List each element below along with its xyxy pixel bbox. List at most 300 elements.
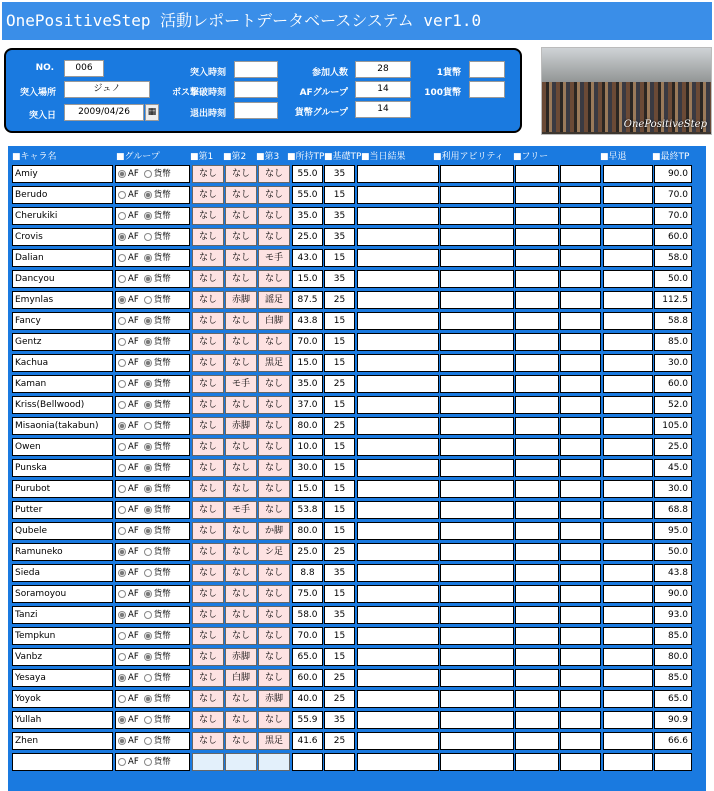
early-leave-field[interactable] xyxy=(603,543,653,561)
free-field-2[interactable] xyxy=(560,396,601,414)
early-leave-field[interactable] xyxy=(603,711,653,729)
af-radio[interactable] xyxy=(118,401,126,409)
used-ability-field[interactable] xyxy=(440,564,514,582)
place-field[interactable]: ジュノ xyxy=(64,81,150,98)
early-leave-field[interactable] xyxy=(603,648,653,666)
early-leave-field[interactable] xyxy=(603,753,653,771)
held-tp-field[interactable]: 70.0 xyxy=(292,627,323,645)
final-tp-field[interactable]: 68.8 xyxy=(654,501,692,519)
result-field[interactable] xyxy=(357,690,439,708)
result-field[interactable] xyxy=(357,396,439,414)
ability1-select[interactable]: なし xyxy=(192,459,224,477)
free-field-1[interactable] xyxy=(515,501,559,519)
ability3-select[interactable]: なし xyxy=(258,186,290,204)
free-field-1[interactable] xyxy=(515,186,559,204)
ability3-select[interactable]: なし xyxy=(258,459,290,477)
ability2-select[interactable]: なし xyxy=(225,627,257,645)
ability1-select[interactable]: なし xyxy=(192,501,224,519)
ability2-select[interactable]: なし xyxy=(225,207,257,225)
free-field-2[interactable] xyxy=(560,669,601,687)
ability2-select[interactable]: なし xyxy=(225,354,257,372)
free-field-1[interactable] xyxy=(515,585,559,603)
early-leave-field[interactable] xyxy=(603,627,653,645)
final-tp-field[interactable]: 58.0 xyxy=(654,249,692,267)
af-radio[interactable] xyxy=(118,317,126,325)
char-name-field[interactable]: Kaman xyxy=(12,375,113,393)
ability3-select[interactable]: なし xyxy=(258,207,290,225)
base-tp-field[interactable]: 15 xyxy=(324,312,355,330)
used-ability-field[interactable] xyxy=(440,396,514,414)
entry-time-field[interactable] xyxy=(234,61,278,78)
early-leave-field[interactable] xyxy=(603,312,653,330)
held-tp-field[interactable]: 8.8 xyxy=(292,564,323,582)
ability2-select[interactable]: なし xyxy=(225,564,257,582)
base-tp-field[interactable]: 25 xyxy=(324,543,355,561)
result-field[interactable] xyxy=(357,543,439,561)
final-tp-field[interactable]: 30.0 xyxy=(654,480,692,498)
early-leave-field[interactable] xyxy=(603,396,653,414)
ability2-select[interactable] xyxy=(225,753,257,771)
ability2-select[interactable]: なし xyxy=(225,585,257,603)
held-tp-field[interactable]: 43.0 xyxy=(292,249,323,267)
ability1-select[interactable]: なし xyxy=(192,312,224,330)
coin-radio[interactable] xyxy=(144,233,152,241)
used-ability-field[interactable] xyxy=(440,711,514,729)
ability1-select[interactable]: なし xyxy=(192,207,224,225)
result-field[interactable] xyxy=(357,522,439,540)
base-tp-field[interactable]: 35 xyxy=(324,606,355,624)
coin-radio[interactable] xyxy=(144,191,152,199)
af-radio[interactable] xyxy=(118,548,126,556)
ability2-select[interactable]: なし xyxy=(225,312,257,330)
coin-radio[interactable] xyxy=(144,338,152,346)
af-radio[interactable] xyxy=(118,275,126,283)
free-field-1[interactable] xyxy=(515,333,559,351)
held-tp-field[interactable]: 10.0 xyxy=(292,438,323,456)
coin-radio[interactable] xyxy=(144,737,152,745)
early-leave-field[interactable] xyxy=(603,732,653,750)
base-tp-field[interactable]: 15 xyxy=(324,354,355,372)
result-field[interactable] xyxy=(357,228,439,246)
char-name-field[interactable]: Purubot xyxy=(12,480,113,498)
ability2-select[interactable]: なし xyxy=(225,228,257,246)
result-field[interactable] xyxy=(357,711,439,729)
used-ability-field[interactable] xyxy=(440,480,514,498)
free-field-2[interactable] xyxy=(560,732,601,750)
ability3-select[interactable]: 謡足 xyxy=(258,291,290,309)
held-tp-field[interactable]: 65.0 xyxy=(292,648,323,666)
result-field[interactable] xyxy=(357,438,439,456)
ability1-select[interactable]: なし xyxy=(192,291,224,309)
base-tp-field[interactable]: 15 xyxy=(324,627,355,645)
held-tp-field[interactable]: 58.0 xyxy=(292,606,323,624)
free-field-1[interactable] xyxy=(515,375,559,393)
held-tp-field[interactable]: 15.0 xyxy=(292,354,323,372)
result-field[interactable] xyxy=(357,564,439,582)
ability1-select[interactable]: なし xyxy=(192,711,224,729)
used-ability-field[interactable] xyxy=(440,627,514,645)
af-radio[interactable] xyxy=(118,464,126,472)
char-name-field[interactable]: Tempkun xyxy=(12,627,113,645)
held-tp-field[interactable]: 87.5 xyxy=(292,291,323,309)
coin-radio[interactable] xyxy=(144,653,152,661)
ability2-select[interactable]: モ手 xyxy=(225,501,257,519)
af-radio[interactable] xyxy=(118,590,126,598)
ability2-select[interactable]: なし xyxy=(225,459,257,477)
char-name-field[interactable]: Ramuneko xyxy=(12,543,113,561)
used-ability-field[interactable] xyxy=(440,543,514,561)
ability2-select[interactable]: なし xyxy=(225,606,257,624)
free-field-1[interactable] xyxy=(515,669,559,687)
participants-field[interactable]: 28 xyxy=(355,61,411,78)
ability1-select[interactable]: なし xyxy=(192,606,224,624)
final-tp-field[interactable]: 70.0 xyxy=(654,186,692,204)
free-field-2[interactable] xyxy=(560,354,601,372)
coin-radio[interactable] xyxy=(144,485,152,493)
free-field-1[interactable] xyxy=(515,711,559,729)
held-tp-field[interactable]: 55.0 xyxy=(292,186,323,204)
free-field-2[interactable] xyxy=(560,753,601,771)
ability1-select[interactable]: なし xyxy=(192,354,224,372)
used-ability-field[interactable] xyxy=(440,669,514,687)
af-radio[interactable] xyxy=(118,380,126,388)
held-tp-field[interactable]: 15.0 xyxy=(292,480,323,498)
free-field-2[interactable] xyxy=(560,564,601,582)
coin-radio[interactable] xyxy=(144,674,152,682)
result-field[interactable] xyxy=(357,732,439,750)
coin-radio[interactable] xyxy=(144,632,152,640)
char-name-field[interactable]: Zhen xyxy=(12,732,113,750)
af-radio[interactable] xyxy=(118,737,126,745)
held-tp-field[interactable]: 75.0 xyxy=(292,585,323,603)
final-tp-field[interactable]: 105.0 xyxy=(654,417,692,435)
final-tp-field[interactable] xyxy=(654,753,692,771)
free-field-1[interactable] xyxy=(515,291,559,309)
char-name-field[interactable]: Punska xyxy=(12,459,113,477)
held-tp-field[interactable]: 35.0 xyxy=(292,375,323,393)
ability2-select[interactable]: なし xyxy=(225,711,257,729)
base-tp-field[interactable]: 35 xyxy=(324,228,355,246)
af-radio[interactable] xyxy=(118,443,126,451)
free-field-2[interactable] xyxy=(560,165,601,183)
af-radio[interactable] xyxy=(118,569,126,577)
coin-radio[interactable] xyxy=(144,443,152,451)
used-ability-field[interactable] xyxy=(440,606,514,624)
ability3-select[interactable] xyxy=(258,753,290,771)
ability2-select[interactable]: モ手 xyxy=(225,375,257,393)
early-leave-field[interactable] xyxy=(603,585,653,603)
base-tp-field[interactable]: 15 xyxy=(324,501,355,519)
coin-group-field[interactable]: 14 xyxy=(355,101,411,118)
free-field-2[interactable] xyxy=(560,375,601,393)
final-tp-field[interactable]: 85.0 xyxy=(654,627,692,645)
ability1-select[interactable]: なし xyxy=(192,543,224,561)
char-name-field[interactable]: Kriss(Bellwood) xyxy=(12,396,113,414)
ability2-select[interactable]: なし xyxy=(225,333,257,351)
used-ability-field[interactable] xyxy=(440,165,514,183)
free-field-1[interactable] xyxy=(515,396,559,414)
date-field[interactable]: 2009/04/26 xyxy=(64,104,144,121)
free-field-2[interactable] xyxy=(560,543,601,561)
free-field-1[interactable] xyxy=(515,753,559,771)
used-ability-field[interactable] xyxy=(440,732,514,750)
base-tp-field[interactable]: 15 xyxy=(324,648,355,666)
ability3-select[interactable]: なし xyxy=(258,480,290,498)
result-field[interactable] xyxy=(357,669,439,687)
held-tp-field[interactable]: 70.0 xyxy=(292,333,323,351)
calendar-icon[interactable]: ▦ xyxy=(145,104,159,121)
base-tp-field[interactable]: 25 xyxy=(324,291,355,309)
ability1-select[interactable] xyxy=(192,753,224,771)
used-ability-field[interactable] xyxy=(440,270,514,288)
used-ability-field[interactable] xyxy=(440,354,514,372)
free-field-2[interactable] xyxy=(560,417,601,435)
af-radio[interactable] xyxy=(118,191,126,199)
coin-radio[interactable] xyxy=(144,401,152,409)
base-tp-field[interactable]: 15 xyxy=(324,459,355,477)
early-leave-field[interactable] xyxy=(603,564,653,582)
early-leave-field[interactable] xyxy=(603,375,653,393)
base-tp-field[interactable]: 15 xyxy=(324,522,355,540)
held-tp-field[interactable] xyxy=(292,753,323,771)
final-tp-field[interactable]: 80.0 xyxy=(654,648,692,666)
free-field-2[interactable] xyxy=(560,627,601,645)
char-name-field[interactable]: Soramoyou xyxy=(12,585,113,603)
result-field[interactable] xyxy=(357,270,439,288)
coin-radio[interactable] xyxy=(144,548,152,556)
ability3-select[interactable]: なし xyxy=(258,501,290,519)
af-radio[interactable] xyxy=(118,716,126,724)
early-leave-field[interactable] xyxy=(603,186,653,204)
ability3-select[interactable]: なし xyxy=(258,711,290,729)
ability3-select[interactable]: 赤脚 xyxy=(258,690,290,708)
coin-radio[interactable] xyxy=(144,380,152,388)
ability3-select[interactable]: か脚 xyxy=(258,522,290,540)
ability1-select[interactable]: なし xyxy=(192,165,224,183)
char-name-field[interactable]: Kachua xyxy=(12,354,113,372)
free-field-2[interactable] xyxy=(560,186,601,204)
used-ability-field[interactable] xyxy=(440,501,514,519)
af-radio[interactable] xyxy=(118,506,126,514)
used-ability-field[interactable] xyxy=(440,249,514,267)
ability3-select[interactable]: なし xyxy=(258,417,290,435)
base-tp-field[interactable]: 35 xyxy=(324,207,355,225)
held-tp-field[interactable]: 80.0 xyxy=(292,417,323,435)
used-ability-field[interactable] xyxy=(440,438,514,456)
used-ability-field[interactable] xyxy=(440,207,514,225)
no-field[interactable]: 006 xyxy=(64,60,104,77)
free-field-1[interactable] xyxy=(515,690,559,708)
exit-time-field[interactable] xyxy=(234,102,278,119)
ability2-select[interactable]: なし xyxy=(225,543,257,561)
result-field[interactable] xyxy=(357,249,439,267)
base-tp-field[interactable]: 35 xyxy=(324,270,355,288)
free-field-2[interactable] xyxy=(560,312,601,330)
free-field-1[interactable] xyxy=(515,732,559,750)
ability2-select[interactable]: なし xyxy=(225,165,257,183)
char-name-field[interactable]: Dancyou xyxy=(12,270,113,288)
ability2-select[interactable]: 赤脚 xyxy=(225,648,257,666)
final-tp-field[interactable]: 45.0 xyxy=(654,459,692,477)
used-ability-field[interactable] xyxy=(440,417,514,435)
af-radio[interactable] xyxy=(118,758,126,766)
held-tp-field[interactable]: 40.0 xyxy=(292,690,323,708)
final-tp-field[interactable]: 43.8 xyxy=(654,564,692,582)
ability2-select[interactable]: なし xyxy=(225,396,257,414)
result-field[interactable] xyxy=(357,606,439,624)
early-leave-field[interactable] xyxy=(603,438,653,456)
af-group-field[interactable]: 14 xyxy=(355,81,411,98)
early-leave-field[interactable] xyxy=(603,333,653,351)
used-ability-field[interactable] xyxy=(440,333,514,351)
held-tp-field[interactable]: 41.6 xyxy=(292,732,323,750)
ability2-select[interactable]: なし xyxy=(225,270,257,288)
coin-radio[interactable] xyxy=(144,359,152,367)
ability2-select[interactable]: なし xyxy=(225,186,257,204)
free-field-1[interactable] xyxy=(515,564,559,582)
base-tp-field[interactable]: 15 xyxy=(324,438,355,456)
char-name-field[interactable] xyxy=(12,753,113,771)
free-field-2[interactable] xyxy=(560,333,601,351)
base-tp-field[interactable]: 25 xyxy=(324,690,355,708)
ability2-select[interactable]: 赤脚 xyxy=(225,291,257,309)
final-tp-field[interactable]: 66.6 xyxy=(654,732,692,750)
free-field-2[interactable] xyxy=(560,648,601,666)
af-radio[interactable] xyxy=(118,296,126,304)
af-radio[interactable] xyxy=(118,170,126,178)
result-field[interactable] xyxy=(357,480,439,498)
held-tp-field[interactable]: 55.9 xyxy=(292,711,323,729)
ability1-select[interactable]: なし xyxy=(192,375,224,393)
held-tp-field[interactable]: 55.0 xyxy=(292,165,323,183)
af-radio[interactable] xyxy=(118,527,126,535)
result-field[interactable] xyxy=(357,459,439,477)
free-field-1[interactable] xyxy=(515,312,559,330)
free-field-1[interactable] xyxy=(515,627,559,645)
ability1-select[interactable]: なし xyxy=(192,690,224,708)
ability2-select[interactable]: 白脚 xyxy=(225,669,257,687)
early-leave-field[interactable] xyxy=(603,228,653,246)
coin-radio[interactable] xyxy=(144,527,152,535)
result-field[interactable] xyxy=(357,312,439,330)
early-leave-field[interactable] xyxy=(603,249,653,267)
result-field[interactable] xyxy=(357,354,439,372)
held-tp-field[interactable]: 60.0 xyxy=(292,669,323,687)
coin-radio[interactable] xyxy=(144,275,152,283)
early-leave-field[interactable] xyxy=(603,480,653,498)
early-leave-field[interactable] xyxy=(603,291,653,309)
ability1-select[interactable]: なし xyxy=(192,627,224,645)
final-tp-field[interactable]: 30.0 xyxy=(654,354,692,372)
ability3-select[interactable]: なし xyxy=(258,627,290,645)
free-field-2[interactable] xyxy=(560,606,601,624)
final-tp-field[interactable]: 52.0 xyxy=(654,396,692,414)
early-leave-field[interactable] xyxy=(603,501,653,519)
ability3-select[interactable]: なし xyxy=(258,396,290,414)
free-field-1[interactable] xyxy=(515,648,559,666)
af-radio[interactable] xyxy=(118,359,126,367)
free-field-1[interactable] xyxy=(515,543,559,561)
char-name-field[interactable]: Sieda xyxy=(12,564,113,582)
af-radio[interactable] xyxy=(118,233,126,241)
ability1-select[interactable]: なし xyxy=(192,480,224,498)
free-field-1[interactable] xyxy=(515,270,559,288)
ability1-select[interactable]: なし xyxy=(192,417,224,435)
final-tp-field[interactable]: 65.0 xyxy=(654,690,692,708)
free-field-2[interactable] xyxy=(560,459,601,477)
free-field-1[interactable] xyxy=(515,438,559,456)
held-tp-field[interactable]: 25.0 xyxy=(292,543,323,561)
free-field-2[interactable] xyxy=(560,249,601,267)
base-tp-field[interactable]: 15 xyxy=(324,333,355,351)
base-tp-field[interactable]: 15 xyxy=(324,585,355,603)
ability3-select[interactable]: なし xyxy=(258,585,290,603)
final-tp-field[interactable]: 93.0 xyxy=(654,606,692,624)
used-ability-field[interactable] xyxy=(440,375,514,393)
base-tp-field[interactable]: 15 xyxy=(324,396,355,414)
used-ability-field[interactable] xyxy=(440,459,514,477)
af-radio[interactable] xyxy=(118,695,126,703)
held-tp-field[interactable]: 30.0 xyxy=(292,459,323,477)
ability3-select[interactable]: なし xyxy=(258,165,290,183)
early-leave-field[interactable] xyxy=(603,417,653,435)
char-name-field[interactable]: Fancy xyxy=(12,312,113,330)
held-tp-field[interactable]: 80.0 xyxy=(292,522,323,540)
early-leave-field[interactable] xyxy=(603,165,653,183)
coin-radio[interactable] xyxy=(144,422,152,430)
used-ability-field[interactable] xyxy=(440,291,514,309)
result-field[interactable] xyxy=(357,648,439,666)
final-tp-field[interactable]: 85.0 xyxy=(654,333,692,351)
ability3-select[interactable]: モ手 xyxy=(258,249,290,267)
af-radio[interactable] xyxy=(118,611,126,619)
ability1-select[interactable]: なし xyxy=(192,648,224,666)
used-ability-field[interactable] xyxy=(440,648,514,666)
free-field-1[interactable] xyxy=(515,606,559,624)
free-field-2[interactable] xyxy=(560,438,601,456)
ability1-select[interactable]: なし xyxy=(192,270,224,288)
ability2-select[interactable]: なし xyxy=(225,522,257,540)
coin-radio[interactable] xyxy=(144,695,152,703)
ability3-select[interactable]: なし xyxy=(258,228,290,246)
ability1-select[interactable]: なし xyxy=(192,186,224,204)
free-field-1[interactable] xyxy=(515,522,559,540)
coin-radio[interactable] xyxy=(144,506,152,514)
free-field-2[interactable] xyxy=(560,585,601,603)
coin-radio[interactable] xyxy=(144,254,152,262)
base-tp-field[interactable]: 25 xyxy=(324,732,355,750)
base-tp-field[interactable]: 25 xyxy=(324,375,355,393)
result-field[interactable] xyxy=(357,585,439,603)
af-radio[interactable] xyxy=(118,653,126,661)
base-tp-field[interactable]: 25 xyxy=(324,417,355,435)
free-field-1[interactable] xyxy=(515,228,559,246)
ability3-select[interactable]: なし xyxy=(258,333,290,351)
held-tp-field[interactable]: 35.0 xyxy=(292,207,323,225)
final-tp-field[interactable]: 50.0 xyxy=(654,543,692,561)
final-tp-field[interactable]: 60.0 xyxy=(654,375,692,393)
ability3-select[interactable]: なし xyxy=(258,564,290,582)
af-radio[interactable] xyxy=(118,212,126,220)
used-ability-field[interactable] xyxy=(440,228,514,246)
used-ability-field[interactable] xyxy=(440,585,514,603)
ability1-select[interactable]: なし xyxy=(192,333,224,351)
ability3-select[interactable]: なし xyxy=(258,669,290,687)
result-field[interactable] xyxy=(357,291,439,309)
result-field[interactable] xyxy=(357,165,439,183)
char-name-field[interactable]: Crovis xyxy=(12,228,113,246)
af-radio[interactable] xyxy=(118,254,126,262)
